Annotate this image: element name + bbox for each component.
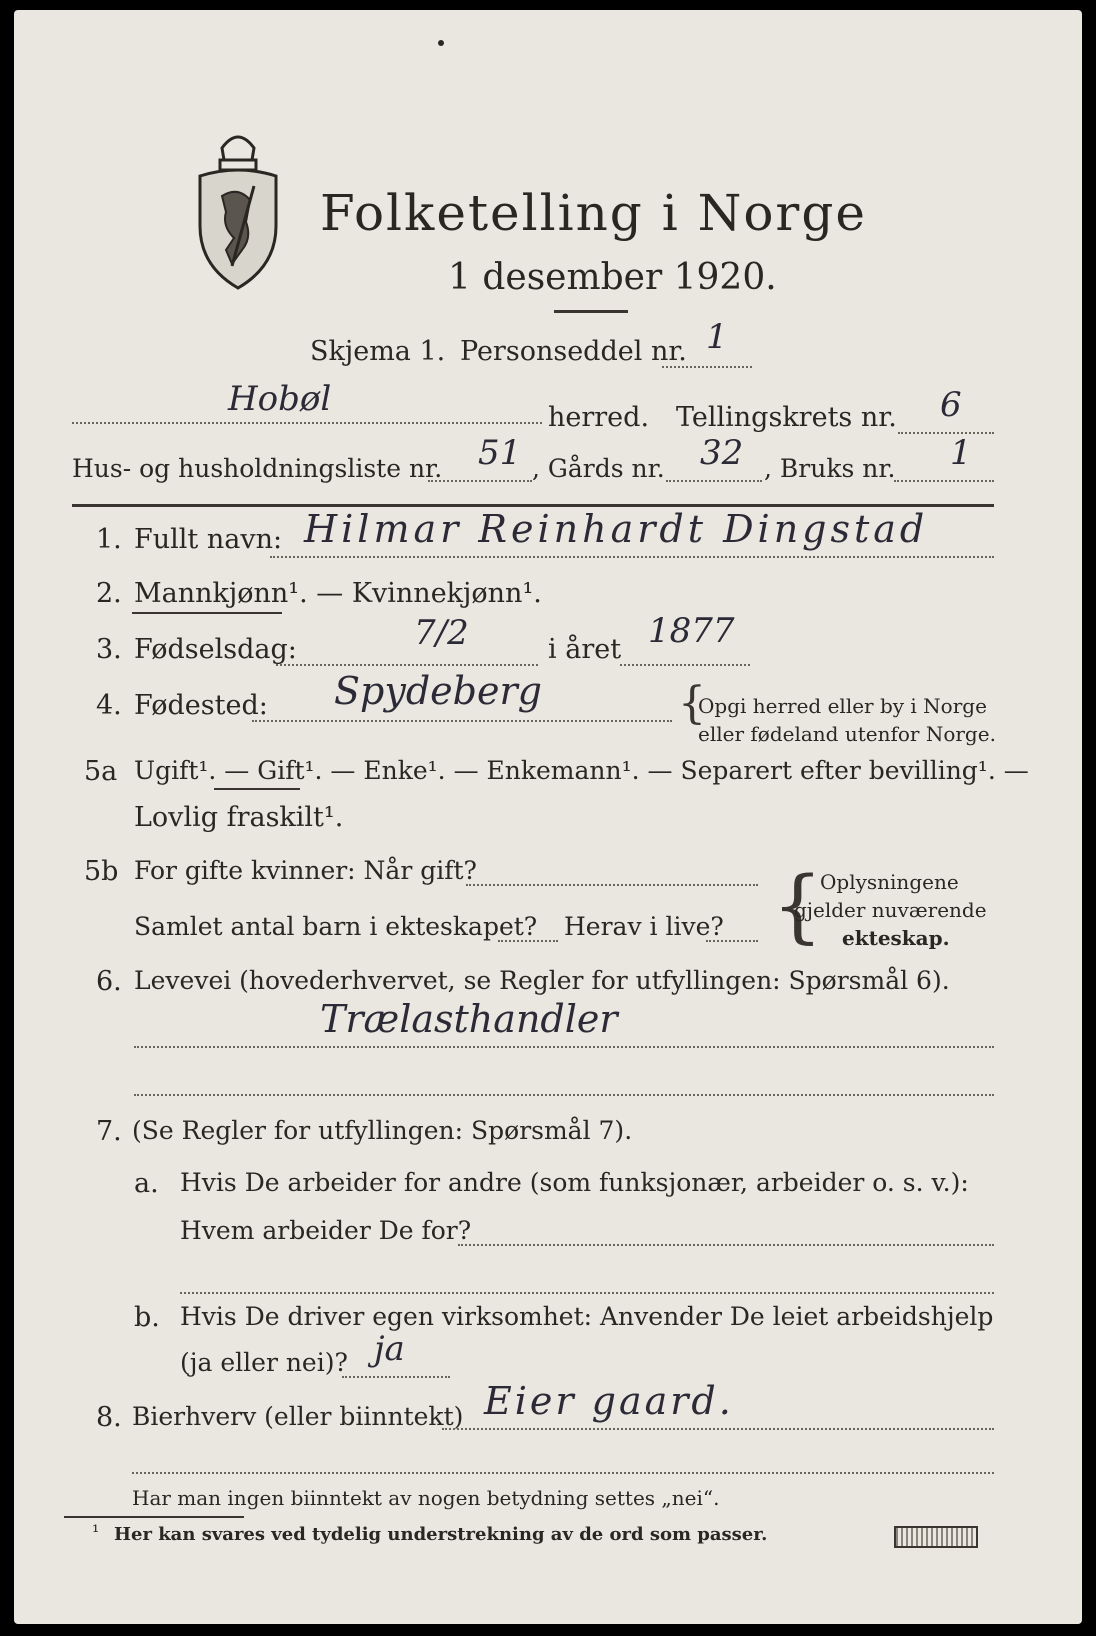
herred-line <box>72 422 542 424</box>
q4-number: 4. <box>96 690 122 721</box>
q3-value[interactable]: 7/2 <box>414 613 469 653</box>
bruks-line <box>894 480 994 482</box>
q5a-gift-underline <box>214 788 300 790</box>
q5b-note-line3: ekteskap. <box>842 926 950 950</box>
herred-value[interactable]: Hobøl <box>228 379 332 419</box>
q5b-alive-line <box>706 940 758 942</box>
q5b-note-line1: Oplysningene <box>820 870 959 894</box>
q7b-line1: Hvis De driver egen virksomhet: Anvender De leiet arbeidshjelp <box>180 1302 994 1331</box>
q4-note-line1: Opgi herred eller by i Norge <box>698 694 987 718</box>
q7b-line <box>342 1376 450 1378</box>
tellingskrets-label: Tellingskrets nr. <box>676 402 897 433</box>
q1-number: 1. <box>96 524 122 555</box>
q3-year-label: i året <box>548 634 622 665</box>
printer-stamp <box>894 1526 978 1548</box>
q5b-married-line <box>466 884 758 886</box>
punch-mark <box>438 40 444 46</box>
q1-line <box>270 556 994 558</box>
q6-number: 6. <box>96 966 122 997</box>
q5a-line2: Lovlig fraskilt¹. <box>134 802 344 833</box>
tellingskrets-line <box>898 432 994 434</box>
footnote-rule <box>64 1516 244 1518</box>
husliste-line <box>428 480 532 482</box>
gards-value[interactable]: 32 <box>700 433 744 473</box>
q5b-number: 5b <box>84 856 119 887</box>
q1-value[interactable]: Hilmar Reinhardt Dingstad <box>304 507 929 551</box>
q4-line <box>252 720 672 722</box>
q3-number: 3. <box>96 634 122 665</box>
skjema-label: Skjema 1. <box>310 336 446 367</box>
q5b-children-line <box>498 940 558 942</box>
q5b-line2a: Samlet antal barn i ekteskapet? <box>134 912 538 941</box>
title-divider <box>554 310 628 313</box>
q7-number: 7. <box>96 1116 122 1147</box>
q3-year-line <box>620 664 750 666</box>
q8-extra-line <box>132 1472 994 1474</box>
q2-underline <box>132 612 282 614</box>
q5a-number: 5a <box>84 756 118 787</box>
q2-number: 2. <box>96 578 122 609</box>
gards-label: , Gårds nr. <box>532 454 665 483</box>
q6-line2 <box>134 1094 994 1096</box>
bruks-label: , Bruks nr. <box>764 454 896 483</box>
q5b-line2b: Herav i live? <box>564 912 724 941</box>
q4-note-line2: eller fødeland utenfor Norge. <box>698 722 996 746</box>
q7b-value[interactable]: ja <box>374 1329 405 1369</box>
husliste-label: Hus- og husholdningsliste nr. <box>72 454 443 483</box>
q8-label: Bierhverv (eller biinntekt) <box>132 1402 464 1431</box>
q3-line <box>276 664 538 666</box>
q7a-letter: a. <box>134 1168 159 1199</box>
q4-brace: { <box>678 678 706 729</box>
q7-label: (Se Regler for utfyllingen: Spørsmål 7). <box>132 1116 633 1145</box>
q7a-line2: Hvem arbeider De for? <box>180 1216 472 1245</box>
personseddel-label: Personseddel nr. <box>460 336 687 367</box>
footer-note: Har man ingen biinntekt av nogen betydning settes „nei“. <box>132 1486 720 1510</box>
q8-value[interactable]: Eier gaard. <box>484 1379 734 1423</box>
q2-label: Mannkjønn¹. — Kvinnekjønn¹. <box>134 578 542 609</box>
q8-line <box>442 1428 994 1430</box>
gards-line <box>666 480 762 482</box>
q6-line1 <box>134 1046 994 1048</box>
q4-value[interactable]: Spydeberg <box>334 669 542 713</box>
herred-label: herred. <box>548 402 650 433</box>
q7a-line1: Hvis De arbeider for andre (som funksjonær, arbeider o. s. v.): <box>180 1168 969 1197</box>
husliste-value[interactable]: 51 <box>478 433 522 473</box>
q3-year-value[interactable]: 1877 <box>648 611 735 651</box>
personseddel-line <box>662 366 752 368</box>
q7a-extra-line <box>180 1292 994 1294</box>
q7b-line2: (ja eller nei)? <box>180 1348 348 1377</box>
personseddel-value[interactable]: 1 <box>706 317 728 357</box>
q7a-line <box>458 1244 994 1246</box>
q1-label: Fullt navn: <box>134 524 283 555</box>
q5b-note-line2: gjelder nuværende <box>794 898 987 922</box>
q7b-letter: b. <box>134 1302 160 1333</box>
tellingskrets-value[interactable]: 6 <box>940 385 962 425</box>
bruks-value[interactable]: 1 <box>950 433 972 473</box>
q8-number: 8. <box>96 1402 122 1433</box>
footnote-text: Her kan svares ved tydelig understrekning av de ord som passer. <box>114 1524 768 1545</box>
census-form-page <box>14 10 1082 1624</box>
q5b-brace: { <box>772 859 823 952</box>
q5a-line1: Ugift¹. — Gift¹. — Enke¹. — Enkemann¹. — Separert efter bevilling¹. — <box>134 756 1029 785</box>
q5b-line1: For gifte kvinner: Når gift? <box>134 856 477 885</box>
census-date: 1 desember 1920. <box>448 257 777 298</box>
q3-label: Fødselsdag: <box>134 634 297 665</box>
q6-label: Levevei (hovederhvervet, se Regler for utfyllingen: Spørsmål 6). <box>134 966 950 995</box>
q4-label: Fødested: <box>134 690 268 721</box>
footnote-mark: ¹ <box>92 1522 100 1543</box>
page-title: Folketelling i Norge <box>320 184 867 242</box>
coat-of-arms-icon <box>192 126 284 294</box>
q6-value[interactable]: Trælasthandler <box>320 997 618 1041</box>
